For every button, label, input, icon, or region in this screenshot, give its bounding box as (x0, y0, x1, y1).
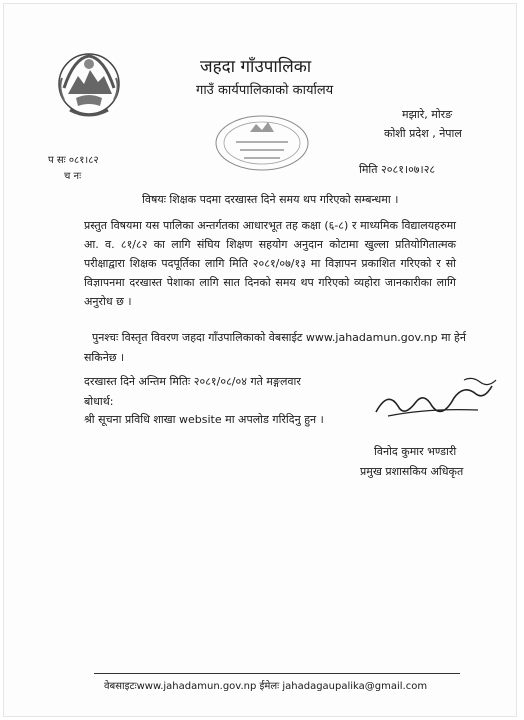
copy-to-item: श्री सूचना प्रविधि शाखा website मा अपलोड गरिदिनु हुन । (84, 413, 324, 426)
copy-to-heading: बोधार्थ: (84, 395, 114, 408)
letter-date: मिति २०८१।०७।२८ (359, 163, 436, 176)
postscript-line2: सकिनेछ । (84, 351, 125, 364)
footer-contact: वेबसाइटःwww.jahadamun.gov.np ईमेलः jahadagaupalika@gmail.com (104, 681, 428, 692)
signatory-designation: प्रमुख प्रशासकिय अधिकृत (360, 465, 464, 478)
office-stamp-seal (212, 112, 312, 174)
letter-page (4, 4, 516, 716)
handwritten-signature (368, 372, 508, 432)
office-name: जहदा गाँउपालिका (200, 57, 312, 77)
postscript-line1: पुनश्चः विस्तृत विवरण जहदा गाँउपालिकाको वेबसाईट www.jahadamun.gov.np मा हेर्न (92, 331, 466, 344)
footer-divider (94, 673, 460, 674)
signatory-name: विनोद कुमार भण्डारी (374, 445, 457, 458)
dispatch-number: च नः (64, 171, 82, 182)
letter-subject: विषयः शिक्षक पदमा दरखास्त दिने समय थप गरिएको सम्बन्धमा । (142, 193, 399, 206)
office-subtitle: गाउँ कार्यपालिकाको कार्यालय (196, 83, 334, 98)
letter-body-paragraph: प्रस्तुत विषयमा यस पालिका अन्तर्गतका आधारभूत तह कक्षा (६-८) र माध्यमिक विद्यालयहरुमा आ. व. ८१/८२ का लागि संघिय शिक्षण सहयोग अनुदान कोटामा खुल्ला प्रतियोगितात्मक परीक्षाद्वारा शिक्षक पदपूर्तिका लागि मिति २०८१/०७/१३ मा विज्ञापन प्रकाशित गरिएको र सो विज्ञापनमा दरखास्त पेशाका लागि सात दिनको समय थप गरिएको व्यहोरा जानकारीका लागि अनुरोध छ । (84, 219, 456, 308)
office-location-line2: कोशी प्रदेश , नेपाल (384, 127, 462, 140)
application-deadline: दरखास्त दिने अन्तिम मितिः २०८१/०८/०४ गते मङ्गलवार (84, 375, 301, 388)
reference-number: प सः ०८१।८२ (48, 155, 99, 166)
office-location-line1: मझारे, मोरङ (402, 108, 453, 121)
nepal-government-emblem-logo (54, 48, 124, 122)
